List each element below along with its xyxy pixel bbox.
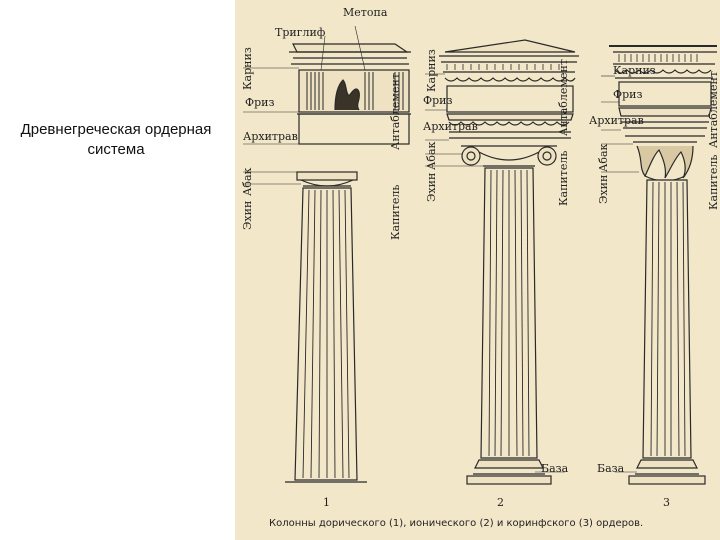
ionic-cornice-label: Карниз: [425, 49, 438, 92]
ionic-capital-label: Капитель: [557, 150, 570, 206]
doric-triglyph-label: Триглиф: [275, 26, 326, 39]
corinthian-echinus-label: Эхин: [597, 174, 610, 204]
doric-echinus-label: Эхин: [241, 200, 254, 230]
doric-entablature-label: Антаблемент: [389, 73, 402, 150]
doric-metope-label: Метопа: [343, 6, 388, 19]
ionic-entablature-label: Антаблемент: [557, 59, 570, 136]
ionic-abacus-label: Абак: [425, 141, 438, 170]
doric-capital-label: Капитель: [389, 184, 402, 240]
corinthian-base-label: База: [597, 462, 625, 475]
slide-title: Древнегреческая ордерная система: [20, 121, 212, 158]
ionic-number: 2: [497, 496, 504, 509]
corinthian-architrave-label: Архитрав: [589, 114, 644, 127]
doric-abacus-label: Абак: [241, 167, 254, 196]
corinthian-number: 3: [663, 496, 670, 509]
corinthian-frieze-label: Фриз: [613, 88, 643, 101]
orders-drawing: [235, 0, 720, 540]
corinthian-abacus-label: Абак: [597, 143, 610, 172]
orders-illustration: [235, 0, 720, 540]
plate-caption: Колонны дорического (1), ионического (2) и коринфского (3) ордеров.: [269, 518, 644, 529]
doric-cornice-label: Карниз: [241, 47, 254, 90]
doric-frieze-label: Фриз: [245, 96, 275, 109]
corinthian-entablature-label: Антаблемент: [707, 71, 720, 148]
ionic-frieze-label: Фриз: [423, 94, 453, 107]
corinthian-order: [601, 46, 717, 484]
corinthian-capital-label: Капитель: [707, 154, 720, 210]
doric-order: [243, 26, 411, 482]
ionic-echinus-label: Эхин: [425, 172, 438, 202]
doric-architrave-label: Архитрав: [243, 130, 298, 143]
ionic-base-label: База: [541, 462, 569, 475]
ionic-architrave-label: Архитрав: [423, 120, 478, 133]
doric-number: 1: [323, 496, 330, 509]
corinthian-cornice-label: Карниз: [613, 64, 656, 77]
